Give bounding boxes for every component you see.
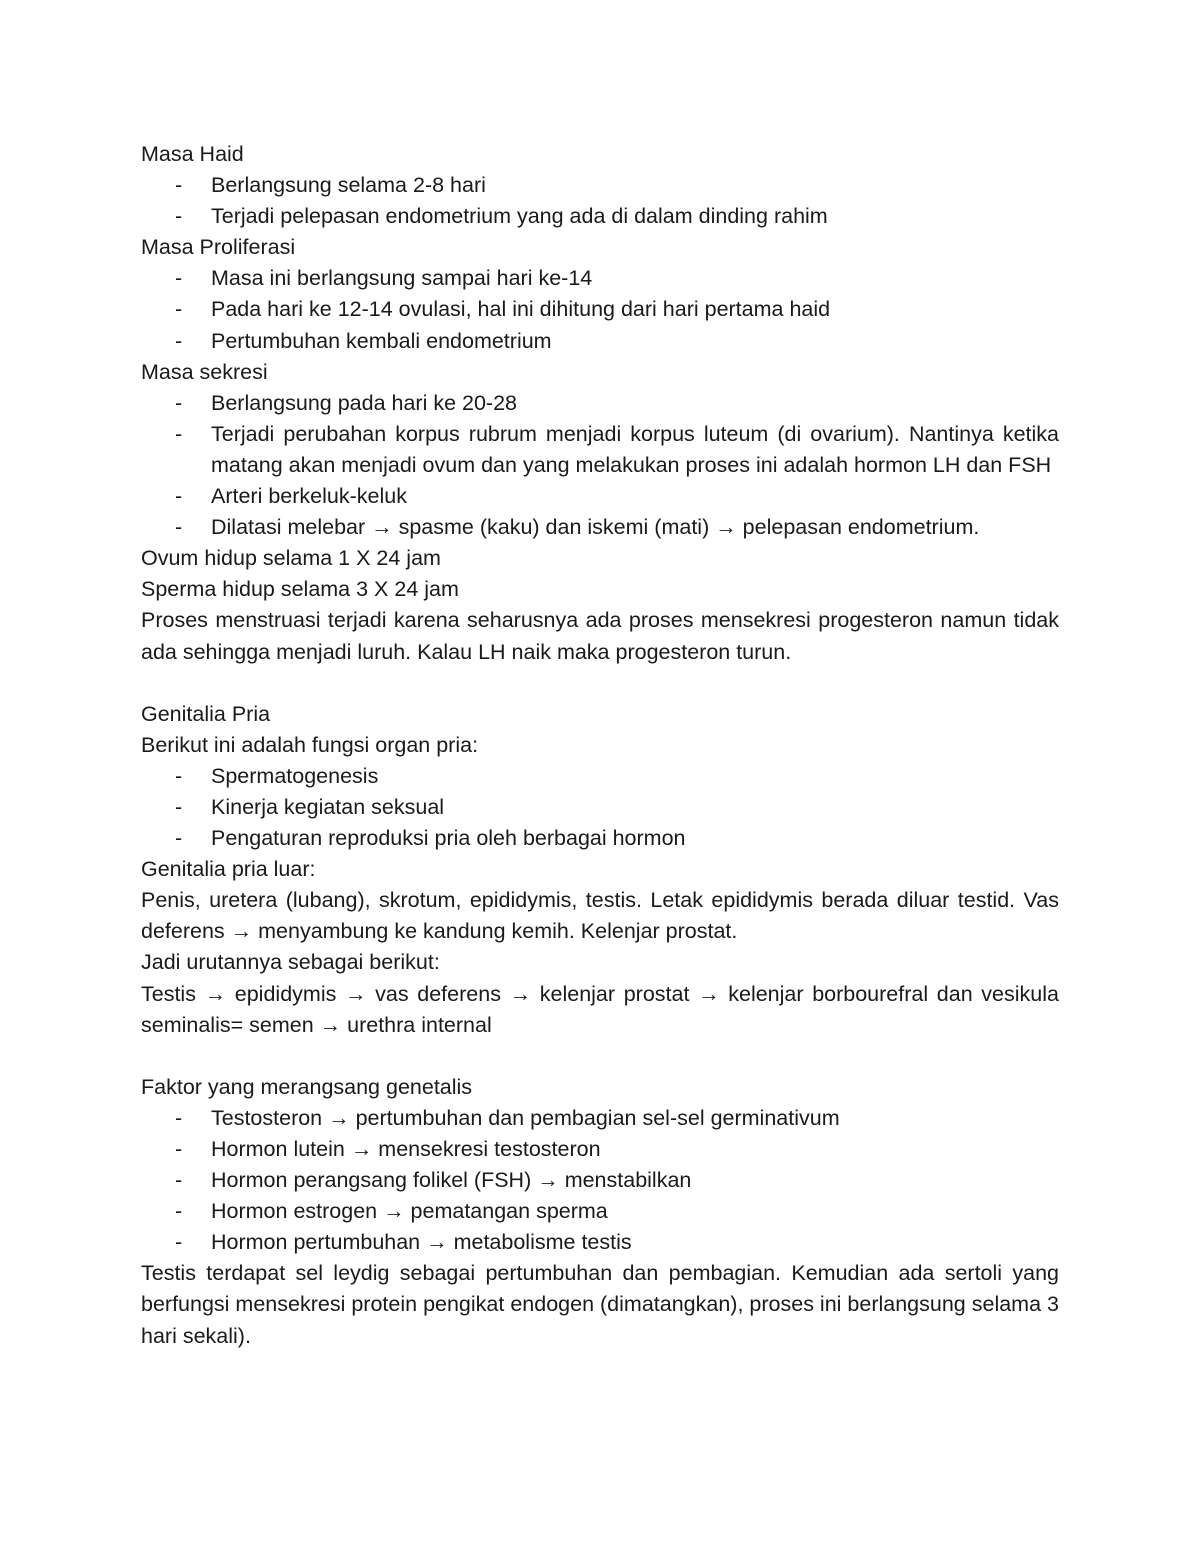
list-item	[141, 170, 1059, 201]
list-item	[141, 1103, 1059, 1134]
dash-bullet: -	[175, 390, 183, 415]
document-page	[141, 139, 1059, 1352]
list-item-text: Berlangsung pada hari ke 20-28	[211, 390, 517, 415]
text-line: Masa Proliferasi	[141, 235, 296, 260]
dash-bullet: -	[175, 763, 183, 788]
dash-list	[141, 1103, 1059, 1258]
dash-bullet: -	[175, 1230, 183, 1255]
list-item-text: Dilatasi melebar → spasme (kaku) dan iskemi (mati) → pelepasan endometrium.	[211, 515, 980, 540]
dash-bullet: -	[175, 204, 183, 229]
list-item	[141, 326, 1059, 357]
list-item	[141, 1227, 1059, 1258]
dash-bullet: -	[175, 1168, 183, 1193]
list-item-text: Berlangsung selama 2-8 hari	[211, 173, 486, 198]
list-item	[141, 1165, 1059, 1196]
text-line: Ovum hidup selama 1 X 24 jam	[141, 546, 441, 571]
list-item-text: Kinerja kegiatan seksual	[211, 794, 445, 819]
list-item	[141, 419, 1059, 481]
dash-list	[141, 170, 1059, 232]
dash-bullet: -	[175, 328, 183, 353]
list-item	[141, 792, 1059, 823]
list-item	[141, 1134, 1059, 1165]
dash-bullet: -	[175, 421, 183, 446]
list-item	[141, 388, 1059, 419]
dash-bullet: -	[175, 515, 183, 540]
list-item-text: Arteri berkeluk-keluk	[211, 484, 407, 509]
dash-bullet: -	[175, 266, 183, 291]
list-item	[141, 201, 1059, 232]
blank-line	[141, 668, 1059, 699]
list-item-text: Pertumbuhan kembali endometrium	[211, 328, 552, 353]
list-item	[141, 823, 1059, 854]
text-line: Masa sekresi	[141, 359, 268, 384]
list-item-text: Masa ini berlangsung sampai hari ke-14	[211, 266, 593, 291]
list-item-text: Terjadi pelepasan endometrium yang ada di dalam dinding rahim	[211, 204, 828, 229]
list-item	[141, 1196, 1059, 1227]
text-line: Faktor yang merangsang genetalis	[141, 1074, 473, 1099]
list-item	[141, 263, 1059, 294]
text-line: Jadi urutannya sebagai berikut:	[141, 950, 440, 975]
paragraph: Penis, uretera (lubang), skrotum, epididymis, testis. Letak epididymis berada diluar testid. Vas deferens → menyambung ke kandung kemih. Kelenjar prostat.	[141, 888, 1059, 944]
list-item-text: Hormon estrogen → pematangan sperma	[211, 1199, 608, 1224]
dash-bullet: -	[175, 173, 183, 198]
dash-bullet: -	[175, 297, 183, 322]
blank-line	[141, 1041, 1059, 1072]
list-item-text: Hormon perangsang folikel (FSH) → menstabilkan	[211, 1168, 692, 1193]
list-item-text: Hormon pertumbuhan → metabolisme testis	[211, 1230, 632, 1255]
list-item-text: Testosteron → pertumbuhan dan pembagian sel-sel germinativum	[211, 1105, 840, 1130]
paragraph: Proses menstruasi terjadi karena seharusnya ada proses mensekresi progesteron namun tidak ada sehingga menjadi luruh. Kalau LH naik maka progesteron turun.	[141, 608, 1059, 664]
list-item-text: Hormon lutein → mensekresi testosteron	[211, 1137, 601, 1161]
dash-bullet: -	[175, 1199, 183, 1224]
dash-list	[141, 263, 1059, 356]
dash-bullet: -	[175, 1137, 183, 1161]
list-item	[141, 294, 1059, 325]
list-item	[141, 761, 1059, 792]
dash-bullet: -	[175, 794, 183, 819]
dash-bullet: -	[175, 826, 183, 851]
text-line: Sperma hidup selama 3 X 24 jam	[141, 577, 459, 602]
dash-bullet: -	[175, 484, 183, 509]
list-item-text: Pengaturan reproduksi pria oleh berbagai hormon	[211, 826, 686, 851]
list-item-text: Spermatogenesis	[211, 763, 379, 788]
text-line: Genitalia pria luar:	[141, 857, 316, 882]
text-line: Genitalia Pria	[141, 701, 271, 726]
paragraph: Testis → epididymis → vas deferens → kelenjar prostat → kelenjar borbourefral dan vesikula seminalis= semen → urethra internal	[141, 981, 1059, 1037]
paragraph: Testis terdapat sel leydig sebagai pertumbuhan dan pembagian. Kemudian ada sertoli yang berfungsi mensekresi protein pengikat endogen (dimatangkan), proses ini berlangsung selama 3 hari sekali).	[141, 1261, 1059, 1348]
text-line: Berikut ini adalah fungsi organ pria:	[141, 732, 479, 757]
text-line: Masa Haid	[141, 142, 244, 166]
list-item	[141, 512, 1059, 543]
list-item-text: Pada hari ke 12-14 ovulasi, hal ini dihitung dari hari pertama haid	[211, 297, 831, 322]
list-item-text: Terjadi perubahan korpus rubrum menjadi korpus luteum (di ovarium). Nantinya ketika matang akan menjadi ovum dan yang melakukan proses ini adalah hormon LH dan FSH	[211, 421, 1059, 477]
list-item	[141, 481, 1059, 512]
dash-list	[141, 388, 1059, 543]
dash-list	[141, 761, 1059, 854]
dash-bullet: -	[175, 1105, 183, 1130]
